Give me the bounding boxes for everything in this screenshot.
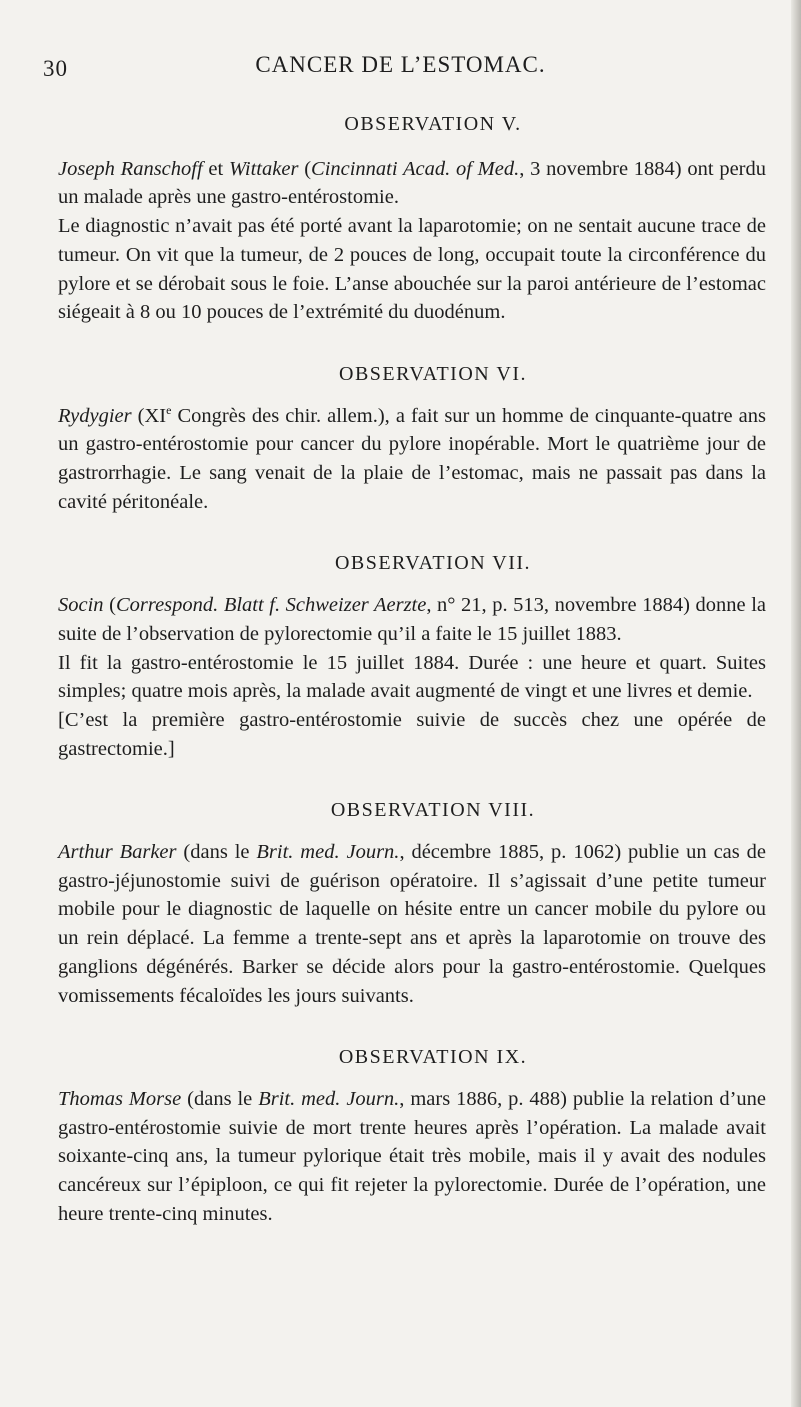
text-run: , 3 novembre 1884) ont perdu un malade après une gastro-entérostomie. [58, 157, 766, 209]
observation-title: OBSERVATION VI. [339, 362, 527, 385]
text-run: (dans le [181, 1087, 259, 1110]
observation-paragraph [58, 155, 766, 212]
observation-title: OBSERVATION V. [344, 113, 522, 135]
page-edge-shadow [791, 0, 801, 1407]
text-run: (dans le [176, 841, 257, 864]
text-run: ( [103, 594, 116, 617]
journal-citation: Correspond. Blatt f. Schweizer Aerzte [115, 594, 427, 617]
observation-paragraph [58, 402, 766, 517]
author-name: Arthur Barker [58, 841, 177, 864]
journal-citation: Brit. med. Journ. [258, 1087, 400, 1110]
author-name: Thomas Morse [58, 1087, 182, 1110]
observation-paragraph [58, 591, 766, 648]
author-name: Wittaker [228, 157, 299, 180]
observation-paragraph: Le diagnostic n’avait pas été porté avant la laparotomie; on ne sentait aucune trace de tumeur. On vit que la tumeur, de 2 pouces de long, occupait toute la circonférence du pylore et se dérobait sous le foie. L’anse abouchée sur la paroi antérieure de l’estomac siégeait à 8 ou 10 pouces de l’extrémité du duodénum. [58, 215, 766, 324]
page-number: 30 [43, 56, 68, 81]
text-run: (XI [131, 404, 167, 427]
observation-paragraph: Il fit la gastro-entérostomie le 15 juillet 1884. Durée : une heure et quart. Suites simples; quatre mois après, la malade avait augmenté de vingt et une livres et demie. [58, 651, 766, 703]
page-body [58, 110, 766, 1262]
text-run: , mars 1886, p. 488) publie la relation d’une gastro-entérostomie suivie de mort trente heures après l’opération. La malade avait soixante-cinq ans, la tumeur pylorique était très mobile, mais il y avait des nodules cancéreux sur l’épiploon, ce qui fit rejeter la pylorectomie. Durée de l’opération, une heure trente-cinq minutes. [58, 1087, 766, 1225]
observation-title: OBSERVATION VIII. [330, 799, 536, 822]
author-name: Rydygier [58, 404, 132, 427]
journal-citation: Cincinnati Acad. of Med. [311, 157, 520, 180]
text-run: , décembre 1885, p. 1062) publie un cas de gastro-jéjunostomie suivi de guérison opératoire. Il s’agissait d’une petite tumeur mobile pour le diagnostic de laquelle on hésite entre un cancer mobile du pylore ou un rein déplacé. La femme a trente-sept ans et après la laparotomie on trouve des ganglions dégénérés. Barker se décide alors pour la gastro-entérostomie. Quelques vomissements fécaloïdes les jours suivants. [58, 841, 766, 1007]
journal-citation: Brit. med. Journ. [256, 841, 400, 864]
text-run: ( [298, 157, 312, 180]
observation-title: OBSERVATION VII. [334, 552, 532, 575]
author-name: Socin [58, 594, 104, 617]
observation-paragraph: [C’est la première gastro-entérostomie suivie de succès chez une opérée de gastrectomie.] [58, 708, 766, 760]
observation-paragraph [58, 1085, 766, 1229]
superscript: e [166, 402, 172, 417]
observation-paragraph [58, 838, 766, 1010]
text-run: , n° 21, p. 513, novembre 1884) donne la suite de l’observation de pylorectomie qu’il a faite le 15 juillet 1883. [58, 594, 767, 645]
text-run: et [202, 157, 229, 180]
author-name: Joseph Ranschoff [58, 157, 203, 180]
observation-6 [58, 360, 766, 517]
observation-9 [58, 1043, 766, 1228]
running-title: CANCER DE L’ESTOMAC. [255, 52, 546, 77]
observation-7 [58, 549, 766, 763]
text-run: Congrès des chir. allem.), a fait sur un homme de cinquante-quatre ans un gastro-entérostomie pour cancer du pylore inopérable. Mort le quatrième jour de gastrorrhagie. Le sang venait de la plaie de l’estomac, mais ne passait pas dans la cavité péritonéale. [58, 404, 767, 513]
observation-title: OBSERVATION IX. [338, 1046, 528, 1069]
observation-5 [58, 110, 766, 327]
observation-8 [58, 796, 766, 1010]
